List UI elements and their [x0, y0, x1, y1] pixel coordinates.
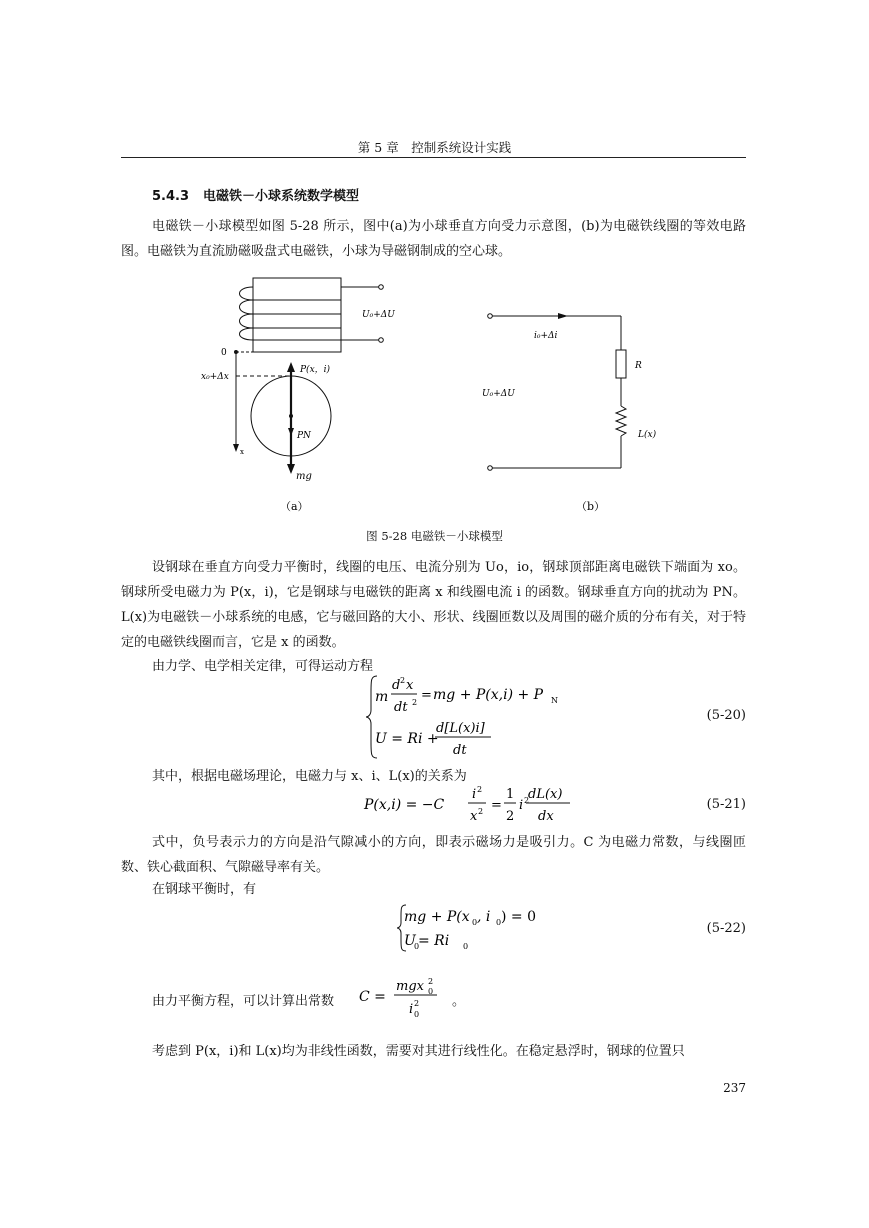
eq-dt2-exp: 2 [412, 698, 418, 707]
eq521-i: i [519, 798, 524, 813]
label-zero: 0 [221, 348, 227, 358]
eq521-half-den: 2 [506, 809, 515, 824]
terminal-b-bottom [488, 466, 493, 471]
equation-5-22 [396, 902, 536, 954]
eq-den-2: dt [453, 743, 467, 758]
inductor [616, 406, 626, 436]
force-up-arrow [287, 362, 295, 372]
x-axis-arrow [233, 444, 239, 452]
eq521-i2: i [472, 787, 477, 802]
page-number: 237 [723, 1081, 746, 1095]
ball-center [289, 414, 293, 418]
resistor [616, 350, 626, 378]
eq521-x2: x [470, 809, 478, 824]
pn-arrow [288, 428, 294, 436]
eq521-dl-num: dL(x) [528, 787, 563, 802]
eq522-l2: U [404, 933, 416, 949]
equation-5-20 [365, 672, 575, 762]
const-c-den-sub: 0 [414, 1010, 420, 1019]
const-c-den: i [409, 1002, 414, 1017]
eq-equals-1: = [421, 688, 432, 703]
eq-d2x-x: x [406, 678, 414, 693]
equation-number-5-20: (5-20) [706, 708, 746, 723]
figure-5-28 [190, 278, 657, 516]
paragraph-motion-intro: 由力学、电学相关定律，可得运动方程 [152, 659, 374, 674]
eq522-sub-u: 0 [414, 942, 420, 951]
section-heading [152, 185, 359, 204]
eq-rhs-1: mg + P(x,i) + P [433, 687, 544, 703]
eq521-i-exp: 2 [524, 796, 530, 805]
eq-d2x-d: d [392, 678, 401, 693]
eq521-dl-den: dx [538, 809, 554, 824]
label-x-axis: x [240, 448, 244, 456]
figure-caption: 图 5-28 电磁铁－小球模型 [366, 529, 503, 543]
paragraph-equilibrium: 设钢球在垂直方向受力平衡时，线圈的电压、电流分别为 Uo，io，钢球顶部距离电磁铁下端面为 xo。钢球所受电磁力为 P(x，i)，它是钢球与电磁铁的距离 x 和线圈电流 i 的函数。钢球垂直方向的扰动为 PN。L(x)为电磁铁－小球系统的电感，它与磁回路的大小、形状、线圈匝数以及周围的磁介质的分布有关，对于特定的电磁铁线圈而言，它是 x 的函数。 [121, 560, 746, 650]
terminal-bottom [379, 338, 384, 343]
paragraph-intro: 电磁铁－小球模型如图 5-28 所示，图中(a)为小球垂直方向受力示意图，(b)为电磁铁线圈的等效电路图。电磁铁为直流励磁吸盘式电磁铁，小球为导磁钢制成的空心球。 [121, 219, 746, 259]
paragraph-constant-prefix: 由力平衡方程，可以计算出常数 [152, 994, 335, 1009]
subfigure-b-label: （b） [576, 500, 606, 513]
const-c-lhs: C = [359, 989, 386, 1005]
eq522-sub-i: 0 [496, 918, 502, 927]
paragraph-sign: 式中，负号表示力的方向是沿气隙减小的方向，即表示磁场力是吸引力。C 为电磁力常数，与线圈匝数、铁心截面积、气隙磁导率有关。 [121, 835, 746, 875]
eq521-x2-exp: 2 [478, 807, 484, 816]
eq-u-lhs: U = Ri + [375, 731, 439, 747]
eq522-sub-x: 0 [472, 918, 478, 927]
eq522-sub-i2: 0 [463, 942, 469, 951]
eq522-l1: mg + P(x [404, 909, 470, 925]
equation-number-5-22: (5-22) [706, 921, 746, 936]
paragraph-balance: 在钢球平衡时，有 [152, 882, 257, 897]
eq-dt2: dt [394, 700, 408, 715]
label-mg: mg [296, 471, 312, 482]
const-c-num-exp: 2 [428, 977, 434, 986]
subfigure-a-label: （a） [280, 500, 309, 513]
eq522-l2b: = Ri [418, 933, 450, 949]
paragraph-linearization: 考虑到 P(x，i)和 L(x)均为非线性函数，需要对其进行线性化。在稳定悬浮时，钢球的位置只 [152, 1044, 685, 1059]
section-title: 电磁铁－小球系统数学模型 [203, 189, 360, 204]
const-c-num-sub: 0 [428, 987, 434, 996]
label-force: P(x，i) [300, 365, 331, 375]
label-current: i₀+Δi [534, 331, 558, 341]
terminal-b-top [488, 314, 493, 319]
label-voltage-a: U₀+ΔU [362, 310, 395, 320]
terminal-top [379, 285, 384, 290]
eq-m: m [375, 689, 389, 705]
paragraph-force-relation: 其中，根据电磁场理论，电磁力与 x、i、L(x)的关系为 [152, 769, 467, 784]
eq521-lhs: P(x,i) = −C [364, 797, 445, 813]
eq-d2x-exp: 2 [400, 676, 406, 685]
const-c-num: mgx [396, 979, 424, 994]
eq-rhs-1-sub: N [551, 696, 558, 705]
equation-5-21-dl [526, 783, 576, 827]
eq521-half-num: 1 [506, 787, 515, 802]
current-arrow [558, 313, 568, 319]
mg-arrow [287, 464, 295, 474]
eq521-eq: = [491, 798, 502, 813]
label-pn: PN [297, 431, 311, 441]
equation-number-5-21: (5-21) [706, 797, 746, 812]
running-header: 第 5 章 控制系统设计实践 [357, 140, 512, 155]
paragraph-constant-suffix: 。 [452, 994, 466, 1009]
eq521-i2-exp: 2 [477, 785, 483, 794]
header-rule [121, 157, 746, 158]
eq522-l1c: ) = 0 [501, 909, 536, 925]
const-c-den-exp: 2 [414, 999, 420, 1008]
equation-constant-c [359, 974, 449, 1022]
electromagnet-core [253, 278, 341, 352]
label-inductor: L(x) [638, 430, 657, 440]
eq522-l1b: , i [477, 909, 491, 925]
label-voltage-b: U₀+ΔU [482, 389, 515, 399]
coil-windings [240, 287, 382, 340]
label-resistor: R [635, 361, 642, 371]
eq-num-2: d[L(x)i] [436, 721, 485, 736]
section-number: 5.4.3 [152, 189, 190, 204]
label-x0: x₀+Δx [201, 372, 229, 382]
